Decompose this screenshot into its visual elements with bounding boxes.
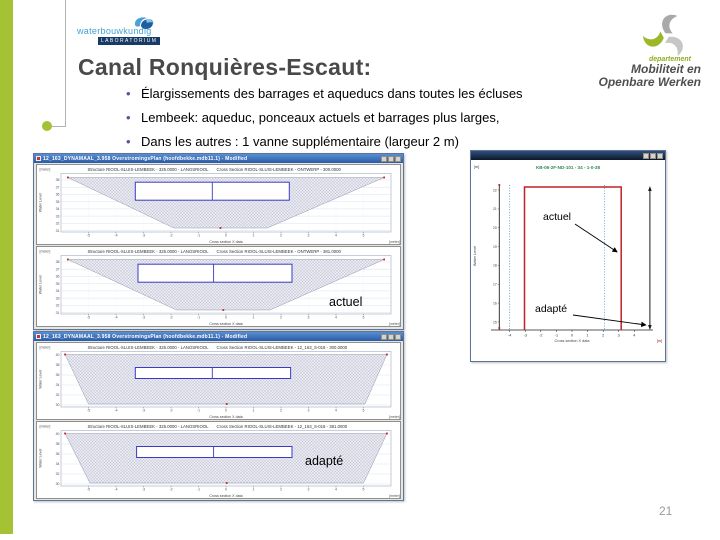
svg-text:Water Level: Water Level [38, 275, 43, 295]
svg-text:-3: -3 [141, 487, 146, 492]
bullet-list [124, 86, 594, 158]
hydraulic-model-window-adapte [33, 331, 404, 501]
svg-text:5: 5 [362, 233, 365, 238]
svg-text:2: 2 [280, 487, 282, 492]
svg-text:adapté: adapté [535, 303, 568, 315]
cross-section-chart-adapte-381 [36, 421, 401, 499]
mow-departement-text: departement [648, 56, 691, 63]
window-icon [36, 334, 41, 339]
svg-text:-3: -3 [141, 408, 146, 413]
maximize-button[interactable] [388, 334, 394, 340]
svg-text:-5: -5 [86, 487, 91, 492]
svg-text:34: 34 [55, 462, 60, 467]
svg-text:20: 20 [493, 226, 497, 230]
svg-text:35: 35 [55, 281, 60, 286]
svg-text:-4: -4 [114, 315, 118, 320]
maximize-button[interactable] [388, 156, 394, 162]
page-number: 21 [659, 504, 673, 518]
svg-text:-1: -1 [196, 233, 201, 238]
svg-text:Water Level: Water Level [473, 245, 477, 267]
guide-line-vertical [65, 0, 66, 127]
svg-text:2: 2 [602, 333, 605, 338]
svg-text:5: 5 [362, 315, 365, 320]
svg-text:1: 1 [252, 408, 255, 413]
svg-text:4: 4 [633, 333, 636, 338]
svg-text:18: 18 [493, 263, 497, 268]
svg-text:-1: -1 [554, 333, 559, 338]
svg-text:actuel: actuel [543, 211, 572, 223]
svg-text:15: 15 [493, 320, 497, 325]
svg-text:34: 34 [55, 289, 60, 294]
svg-text:4: 4 [335, 408, 337, 413]
svg-text:-2: -2 [169, 315, 173, 320]
svg-text:[m]: [m] [656, 339, 662, 343]
svg-text:Cross section X data: Cross section X data [209, 239, 243, 244]
svg-text:1: 1 [252, 315, 255, 320]
svg-text:Cross Section RIOOL-SLUIS-LEMB: Cross Section RIOOL-SLUIS-LEMBEEK - ONTWERP - 381.0000 [216, 249, 341, 254]
svg-text:36: 36 [55, 192, 60, 197]
cross-section-compare-window [470, 150, 666, 362]
svg-text:38: 38 [55, 260, 60, 265]
cross-section-chart-adapte-300 [36, 342, 401, 420]
svg-text:38: 38 [55, 442, 60, 447]
svg-text:-4: -4 [114, 408, 118, 413]
close-button[interactable] [395, 156, 401, 162]
compare-chart [471, 160, 665, 360]
guide-line-horizontal [51, 126, 66, 127]
label-adapte: adapté [305, 454, 344, 468]
svg-text:40: 40 [55, 353, 60, 358]
svg-text:-1: -1 [196, 487, 201, 492]
minimize-button[interactable] [643, 153, 649, 159]
svg-text:Cross section X data: Cross section X data [209, 414, 243, 419]
svg-text:-3: -3 [141, 233, 146, 238]
svg-text:Cross section X data: Cross section X data [554, 339, 590, 343]
svg-text:30: 30 [55, 403, 60, 408]
window-titlebar[interactable] [471, 151, 665, 160]
svg-text:2: 2 [280, 408, 282, 413]
svg-text:1: 1 [252, 233, 255, 238]
svg-text:32: 32 [55, 221, 60, 226]
svg-text:-2: -2 [169, 408, 173, 413]
svg-text:[meter]: [meter] [389, 414, 400, 419]
svg-text:38: 38 [55, 178, 60, 183]
green-dot [42, 121, 52, 131]
svg-text:-4: -4 [508, 333, 512, 338]
svg-text:[m]: [m] [474, 165, 480, 169]
svg-text:KB-06-2F-ND-101 - 34 - 1-0-38: KB-06-2F-ND-101 - 34 - 1-0-38 [535, 165, 601, 170]
label-actuel: actuel [329, 295, 363, 309]
svg-text:34: 34 [55, 383, 60, 388]
mow-logo-text [599, 56, 701, 89]
svg-text:30: 30 [55, 482, 60, 487]
svg-text:3: 3 [617, 333, 620, 338]
close-button[interactable] [657, 153, 663, 159]
svg-text:16: 16 [493, 301, 497, 306]
svg-text:[meter]: [meter] [39, 424, 51, 429]
window-titlebar[interactable] [34, 154, 403, 163]
svg-text:4: 4 [335, 233, 337, 238]
svg-text:19: 19 [493, 244, 497, 249]
svg-text:0: 0 [225, 408, 227, 413]
window-title: 12_163_DYNAMAAL_3.958 OverstromingsPlan (hoofdbekke.mdb11.1) - Modified [43, 333, 248, 340]
svg-text:-3: -3 [523, 333, 527, 338]
svg-text:-2: -2 [169, 487, 173, 492]
svg-text:-5: -5 [86, 408, 91, 413]
svg-text:1: 1 [252, 487, 255, 492]
svg-text:-1: -1 [196, 408, 201, 413]
svg-text:4: 4 [335, 487, 337, 492]
svg-text:Water Level: Water Level [38, 369, 43, 389]
svg-text:22: 22 [493, 188, 497, 193]
svg-text:3: 3 [307, 487, 310, 492]
svg-text:36: 36 [55, 274, 60, 279]
svg-text:[meter]: [meter] [39, 345, 51, 350]
svg-text:36: 36 [55, 373, 60, 378]
svg-text:Cross Section RIOOL-SLUIS-LEMB: Cross Section RIOOL-SLUIS-LEMBEEK - 12_163_S-018 - 381.0000 [216, 424, 348, 429]
svg-text:2: 2 [280, 315, 282, 320]
svg-text:5: 5 [362, 487, 365, 492]
maximize-button[interactable] [650, 153, 656, 159]
svg-text:-5: -5 [86, 315, 91, 320]
svg-text:3: 3 [307, 233, 310, 238]
svg-text:33: 33 [55, 214, 60, 219]
svg-text:-4: -4 [114, 233, 118, 238]
svg-text:[meter]: [meter] [389, 239, 400, 244]
svg-text:17: 17 [493, 282, 497, 287]
svg-text:4: 4 [335, 315, 337, 320]
svg-text:Cross section X data: Cross section X data [209, 321, 243, 326]
svg-text:37: 37 [55, 267, 60, 272]
svg-text:Structure RIOOL-SLUIS-LEMBEEK: Structure RIOOL-SLUIS-LEMBEEK - 325.0000 - LANGSRIOOL [87, 249, 209, 254]
cross-section-chart-actuel-300 [36, 164, 401, 245]
svg-text:-2: -2 [539, 333, 543, 338]
svg-text:Cross Section RIOOL-SLUIS-LEMB: Cross Section RIOOL-SLUIS-LEMBEEK - 12_163_S-018 - 300.0000 [216, 345, 348, 350]
bullet-item: • Élargissements des barrages et aqueducs dans toutes les écluses [124, 86, 594, 101]
svg-text:[meter]: [meter] [389, 493, 400, 498]
svg-text:34: 34 [55, 207, 60, 212]
svg-text:3: 3 [307, 315, 310, 320]
svg-text:-2: -2 [169, 233, 173, 238]
svg-text:0: 0 [225, 487, 227, 492]
svg-text:Structure RIOOL-SLUIS-LEMBEEK: Structure RIOOL-SLUIS-LEMBEEK - 325.0000 - LANGSRIOOL [87, 424, 209, 429]
window-titlebar[interactable] [34, 332, 403, 341]
svg-text:Water Level: Water Level [38, 448, 43, 468]
svg-text:Cross Section RIOOL-SLUIS-LEMB: Cross Section RIOOL-SLUIS-LEMBEEK - ONTWERP - 300.0000 [216, 167, 341, 172]
svg-text:[meter]: [meter] [39, 249, 51, 254]
mow-mobiliteit-text: Mobiliteit en [631, 62, 701, 76]
svg-text:-1: -1 [196, 315, 201, 320]
minimize-button[interactable] [381, 334, 387, 340]
svg-text:3: 3 [307, 408, 310, 413]
svg-text:-5: -5 [86, 233, 91, 238]
svg-text:36: 36 [55, 452, 60, 457]
window-title: 12_163_DYNAMAAL_3.958 OverstromingsPlan (hoofdbekke.mdb11.1) - Modified [43, 155, 248, 162]
mow-openbare-werken-text: Openbare Werken [598, 75, 701, 89]
svg-text:[meter]: [meter] [389, 321, 400, 326]
laboratorium-logo-text: LABORATORIUM [98, 37, 160, 45]
svg-text:38: 38 [55, 363, 60, 368]
svg-text:32: 32 [55, 472, 60, 477]
svg-text:33: 33 [55, 296, 60, 301]
waterbouwkundig-logo-text: waterbouwkundig [77, 26, 152, 36]
svg-text:2: 2 [280, 233, 282, 238]
close-button[interactable] [395, 334, 401, 340]
bullet-item: • Lembeek: aqueduc, ponceaux actuels et barrages plus larges, [124, 110, 594, 125]
svg-text:0: 0 [570, 333, 574, 338]
svg-text:1: 1 [586, 333, 589, 338]
cross-section-chart-actuel-381 [36, 246, 401, 327]
svg-text:32: 32 [55, 393, 60, 398]
svg-text:-4: -4 [114, 487, 118, 492]
svg-text:21: 21 [493, 207, 497, 212]
svg-text:Cross section X data: Cross section X data [209, 493, 243, 498]
mow-logo [585, 10, 705, 100]
window-icon [36, 156, 41, 161]
svg-text:Structure RIOOL-SLUIS-LEMBEEK: Structure RIOOL-SLUIS-LEMBEEK - 325.0000 - LANGSRIOOL [87, 167, 209, 172]
svg-text:Structure RIOOL-SLUIS-LEMBEEK: Structure RIOOL-SLUIS-LEMBEEK - 325.0000 - LANGSRIOOL [87, 345, 209, 350]
svg-text:[meter]: [meter] [39, 167, 51, 172]
svg-text:35: 35 [55, 199, 60, 204]
waterbouwkundig-logo [75, 16, 185, 50]
svg-text:0: 0 [225, 233, 227, 238]
svg-text:0: 0 [225, 315, 227, 320]
bullet-item: • Dans les autres : 1 vanne supplémentaire (largeur 2 m) [124, 134, 594, 149]
svg-text:31: 31 [55, 228, 60, 233]
svg-text:40: 40 [55, 432, 60, 437]
page-title: Canal Ronquières-Escaut: [78, 54, 372, 80]
svg-text:37: 37 [55, 185, 60, 190]
svg-text:5: 5 [362, 408, 365, 413]
svg-text:Water Level: Water Level [38, 193, 43, 213]
svg-text:-3: -3 [141, 315, 146, 320]
minimize-button[interactable] [381, 156, 387, 162]
svg-text:32: 32 [55, 303, 60, 308]
svg-text:31: 31 [55, 310, 60, 315]
accent-bar [0, 0, 13, 534]
